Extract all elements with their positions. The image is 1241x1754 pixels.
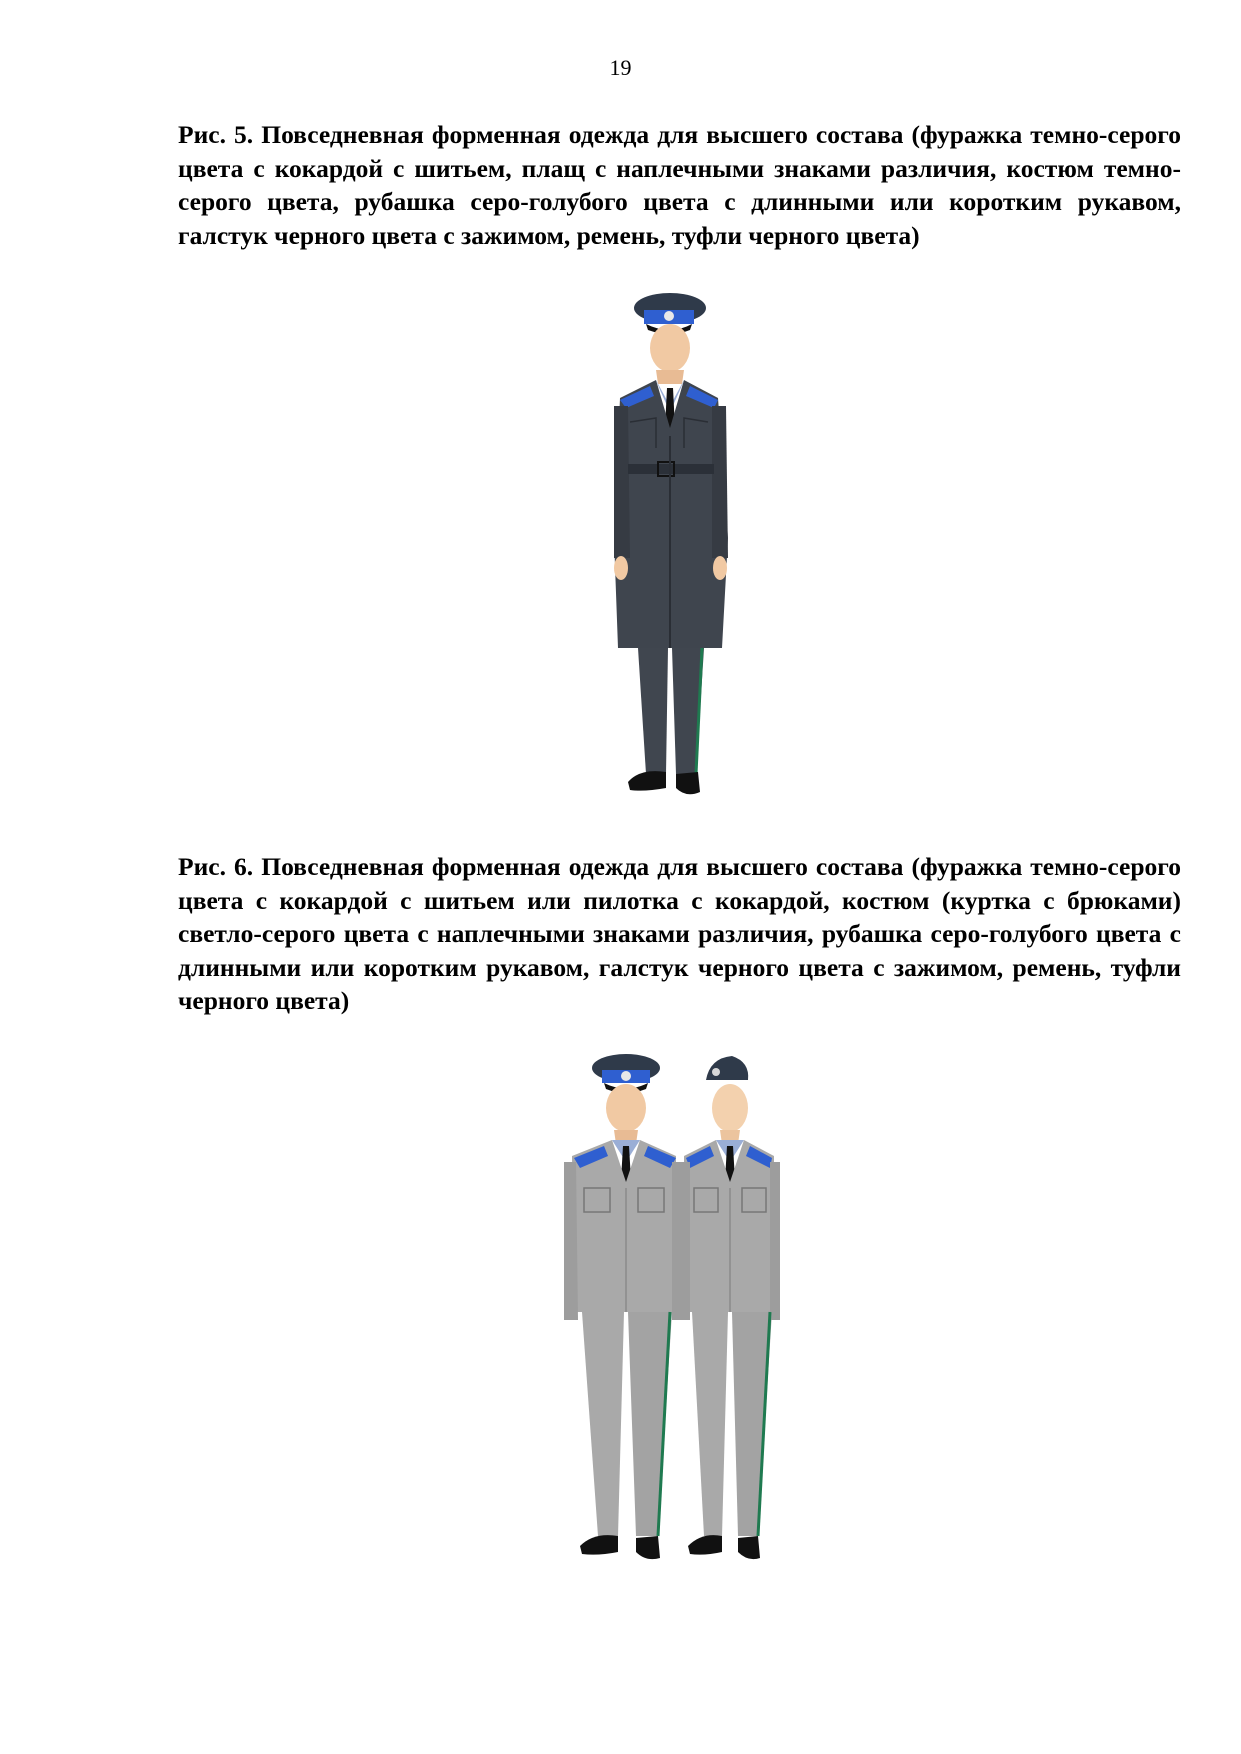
cockade-icon (712, 1068, 720, 1076)
cockade-icon (664, 311, 674, 321)
page-number: 19 (609, 55, 632, 80)
cockade-icon (621, 1071, 631, 1081)
figure-5-illustration (600, 288, 750, 816)
figure-5-caption: Рис. 5. Повседневная форменная одежда для высшего состава (фуражка темно-серого цвета с кокардой с шитьем, плащ с наплечными знаками различия, костюм темно-серого цвета, рубашка серо-голубого цвета с длинными или коротким рукавом, галстук черного цвета с зажимом, ремень, туфли черного цвета) (178, 120, 1181, 250)
figure-6-illustration (560, 1052, 810, 1584)
officer-raincoat-image (600, 288, 750, 816)
figure-6-caption: Рис. 6. Повседневная форменная одежда для высшего состава (фуражка темно-серого цвета с кокардой с шитьем или пилотка с кокардой, костюм (куртка с брюками) светло-серого цвета с наплечными знаками различия, рубашка серо-голубого цвета с длинными или коротким рукавом, галстук черного цвета с зажимом, ремень, туфли черного цвета) (178, 852, 1181, 1015)
officers-jacket-image (560, 1052, 810, 1584)
